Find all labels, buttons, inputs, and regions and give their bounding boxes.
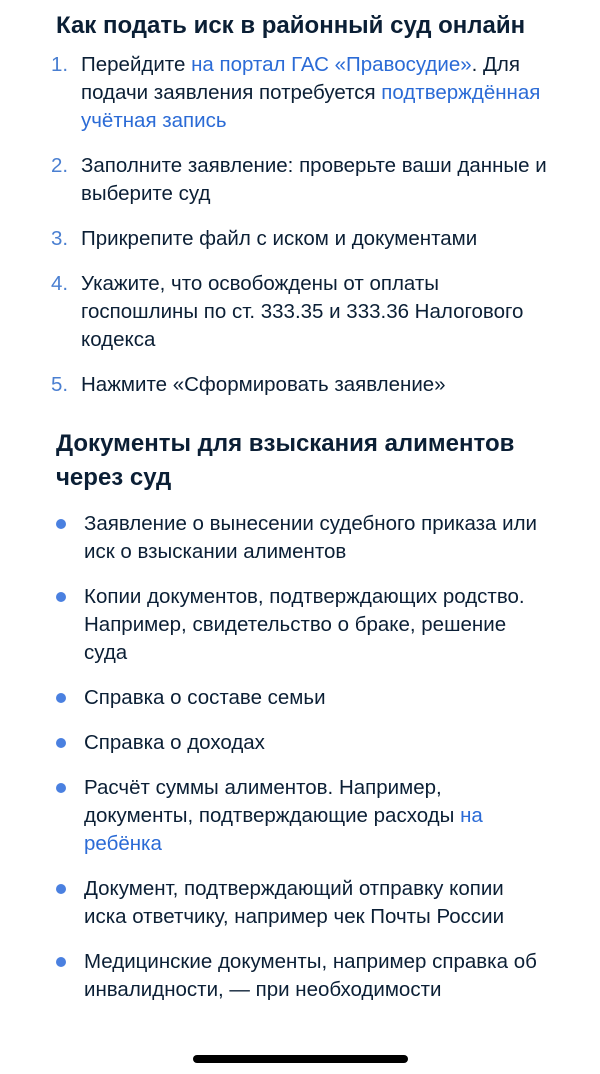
step-number: 1. (51, 53, 69, 76)
document-item (0, 583, 600, 667)
step-item (0, 152, 600, 208)
document-item (0, 774, 600, 858)
step-number: 4. (51, 272, 69, 295)
child-expenses-link[interactable]: на ребёнка (84, 804, 483, 855)
bullet-dot-icon (56, 957, 66, 967)
step-item (0, 270, 600, 354)
step-number: 5. (51, 373, 69, 396)
document-text: Расчёт суммы алиментов. Например, документы, подтверждающие расходы (84, 776, 461, 827)
step-text: Укажите, что освобождены от оплаты госпошлины по ст. 333.35 и 333.36 Налогового кодекса (81, 272, 524, 351)
step-text: Заполните заявление: проверьте ваши данные и выберите суд (81, 154, 547, 205)
step-text: Прикрепите файл с иском и документами (81, 227, 478, 250)
bullet-dot-icon (56, 519, 66, 529)
step-item (0, 51, 600, 135)
document-item (0, 875, 600, 931)
step-number: 2. (51, 154, 69, 177)
documents-list (0, 510, 600, 1004)
step-number: 3. (51, 227, 69, 250)
bullet-dot-icon (56, 884, 66, 894)
document-text: Заявление о вынесении судебного приказа или иск о взыскании алиментов (84, 512, 537, 563)
verified-account-link[interactable]: подтверждённая учётная запись (81, 81, 541, 132)
section-title-how-to-file: Как подать иск в районный суд онлайн (56, 12, 526, 39)
step-text: . Для подачи заявления потребуется (81, 53, 520, 104)
bullet-dot-icon (56, 783, 66, 793)
step-text: Нажмите «Сформировать заявление» (81, 373, 446, 396)
document-item (0, 684, 600, 712)
document-item (0, 729, 600, 757)
bullet-dot-icon (56, 738, 66, 748)
step-text: Перейдите (81, 53, 192, 76)
gas-pravosudie-portal-link[interactable]: на портал ГАС «Правосудие» (191, 53, 472, 76)
document-item (0, 948, 600, 1004)
bullet-dot-icon (56, 592, 66, 602)
document-text: Справка о составе семьи (84, 686, 326, 709)
document-text: Копии документов, подтверждающих родство. Например, свидетельство о браке, решение суда (84, 585, 525, 664)
step-item (0, 225, 600, 253)
section-title-alimony-documents: Документы для взыскания алиментов через суд (56, 430, 515, 491)
document-item (0, 510, 600, 566)
document-text: Медицинские документы, например справка об инвалидности, — при необходимости (84, 950, 537, 1001)
filing-steps-list (0, 51, 600, 399)
document-text: Справка о доходах (84, 731, 265, 754)
home-indicator-bar[interactable] (193, 1055, 408, 1063)
document-text: Документ, подтверждающий отправку копии иска ответчику, например чек Почты России (84, 877, 505, 928)
bullet-dot-icon (56, 693, 66, 703)
step-item (0, 371, 600, 399)
